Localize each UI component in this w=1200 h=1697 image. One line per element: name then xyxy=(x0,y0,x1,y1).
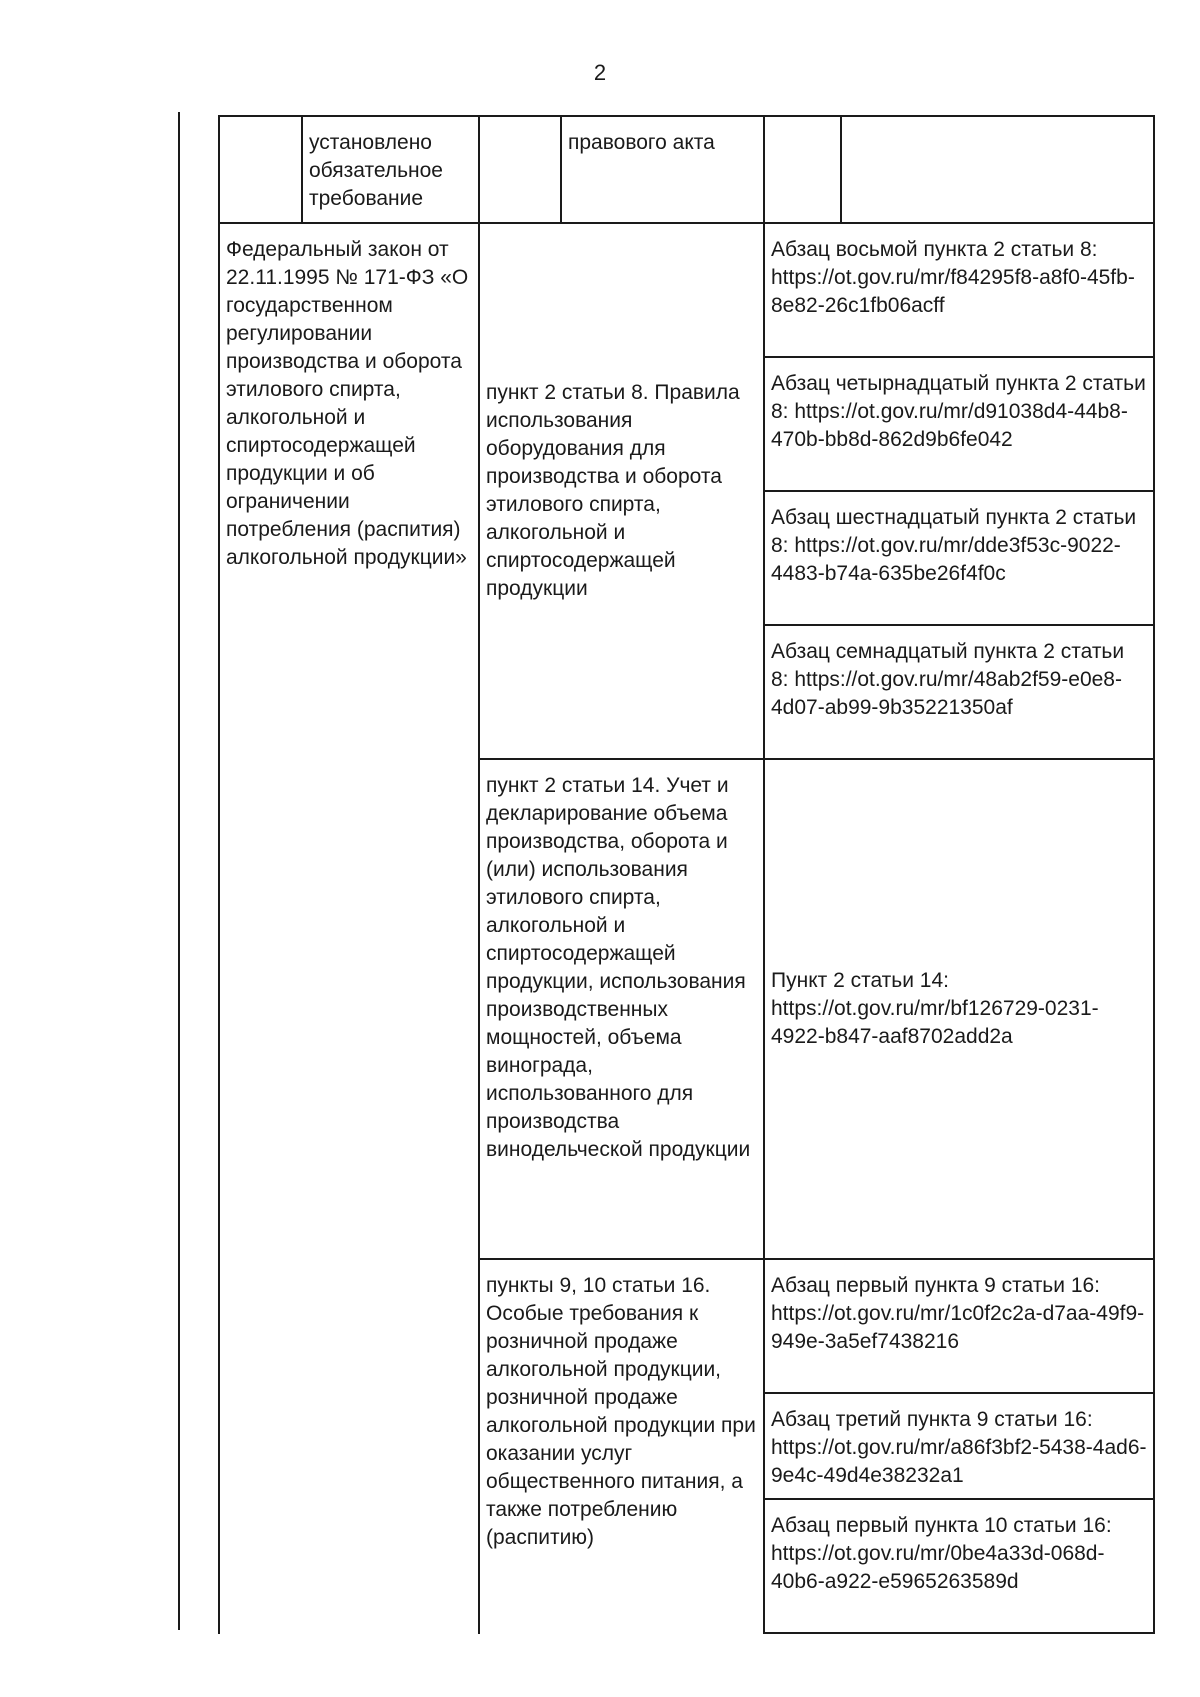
table-row xyxy=(219,223,1154,357)
page-number: 2 xyxy=(593,60,607,85)
article-title: пункт 2 статьи 8. Правила использования оборудования для производства и оборота этилового спирта, алкогольной и спиртосодержащей продукции xyxy=(486,381,740,600)
table-cell: установлено обязательное требование xyxy=(302,116,479,223)
reference-cell xyxy=(764,625,1154,759)
reference-text: Абзац третий пункта 9 статьи 16: https://ot.gov.ru/mr/a86f3bf2-5438-4ad6-9e4c-49d4e38232a1 xyxy=(771,1408,1147,1487)
table-cell: правового акта xyxy=(561,116,764,223)
reference-text: Абзац восьмой пункта 2 статьи 8: https://ot.gov.ru/mr/f84295f8-a8f0-45fb-8e82-26c1fb06acff xyxy=(771,238,1135,317)
reference-text: Пункт 2 статьи 14: https://ot.gov.ru/mr/bf126729-0231-4922-b847-aaf8702add2a xyxy=(771,969,1099,1048)
margin-line xyxy=(178,112,180,1630)
reference-cell xyxy=(764,1259,1154,1393)
requirements-table xyxy=(218,115,1155,1634)
reference-text: Абзац первый пункта 10 статьи 16: https://ot.gov.ru/mr/0be4a33d-068d-40b6-a922-e5965263589d xyxy=(771,1514,1112,1593)
reference-cell xyxy=(764,491,1154,625)
table-cell xyxy=(219,116,302,223)
article-title: пункты 9, 10 статьи 16. Особые требования к розничной продаже алкогольной продукции, розничной продаже алкогольной продукции при оказании услуг общественного питания, а также потреблению (распитию) xyxy=(486,1274,756,1549)
reference-cell xyxy=(764,1499,1154,1633)
reference-text: Абзац семнадцатый пункта 2 статьи 8: https://ot.gov.ru/mr/48ab2f59-e0e8-4d07-ab99-9b35221350af xyxy=(771,640,1125,719)
article-cell xyxy=(479,759,764,1259)
reference-cell xyxy=(764,759,1154,1259)
reference-cell xyxy=(764,1393,1154,1499)
table-cell xyxy=(764,116,841,223)
reference-cell xyxy=(764,357,1154,491)
reference-text: Абзац первый пункта 9 статьи 16: https://ot.gov.ru/mr/1c0f2c2a-d7aa-49f9-949e-3a5ef7438216 xyxy=(771,1274,1145,1353)
article-cell xyxy=(479,223,764,759)
table-cell xyxy=(479,116,561,223)
law-title: Федеральный закон от 22.11.1995 № 171-ФЗ «О государственном регулировании производства и оборота этилового спирта, алкогольной и спиртосодержащей продукции и об ограничении потребления (распития) алкогольной продукции» xyxy=(226,238,469,569)
table-cell xyxy=(841,116,1154,223)
article-cell xyxy=(479,1259,764,1633)
table-row xyxy=(219,116,1154,223)
law-title-cell xyxy=(219,223,479,1633)
reference-text: Абзац четырнадцатый пункта 2 статьи 8: https://ot.gov.ru/mr/d91038d4-44b8-470b-bb8d-862d9b6fe042 xyxy=(771,372,1146,451)
article-title: пункт 2 статьи 14. Учет и декларирование объема производства, оборота и (или) использования этилового спирта, алкогольной и спиртосодержащей продукции, использования производственных мощностей, объема винограда, использованного для производства винодельческой продукции xyxy=(486,774,751,1161)
reference-text: Абзац шестнадцатый пункта 2 статьи 8: https://ot.gov.ru/mr/dde3f53c-9022-4483-b74a-635be26f4f0c xyxy=(771,506,1137,585)
reference-cell xyxy=(764,223,1154,357)
